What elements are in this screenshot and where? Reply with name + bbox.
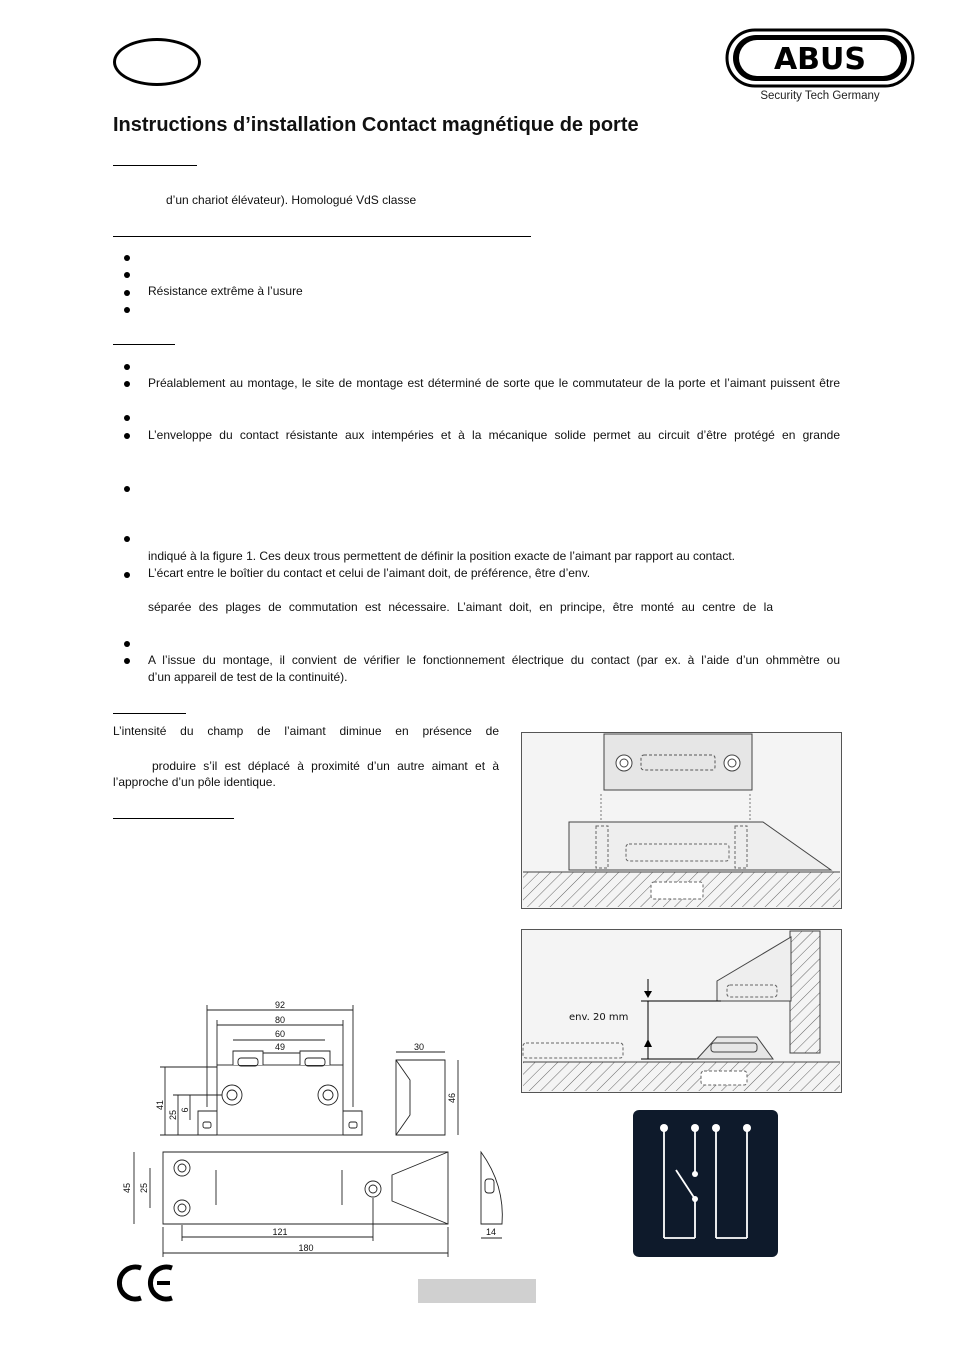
dim-80: 80 bbox=[274, 1015, 286, 1025]
dim-14: 14 bbox=[485, 1227, 497, 1237]
note-text: produire s’il est déplacé à proximité d’un autre aimant et à bbox=[152, 759, 499, 773]
ce-mark bbox=[114, 1262, 176, 1304]
gap-label: env. 20 mm bbox=[569, 1012, 629, 1023]
bullet-dot bbox=[124, 433, 130, 439]
dim-49: 49 bbox=[274, 1042, 286, 1052]
dim-41: 41 bbox=[155, 1099, 165, 1111]
bullet-dot bbox=[124, 536, 130, 542]
wiring-schematic bbox=[633, 1110, 778, 1257]
logo-tagline: Security Tech Germany bbox=[760, 90, 880, 102]
dim-45: 45 bbox=[122, 1182, 132, 1194]
mounting-figure-1 bbox=[521, 732, 842, 909]
montage-item: L’enveloppe du contact résistante aux intempéries et à la mécanique solide permet au circuit d’être protégé en grande bbox=[148, 428, 840, 442]
logo-text: ABUS bbox=[773, 42, 867, 77]
page-title: Instructions d’installation Contact magnétique de porte bbox=[113, 114, 639, 136]
dim-25: 25 bbox=[168, 1109, 178, 1121]
mounting-figure-2 bbox=[521, 929, 842, 1093]
feature-item: Résistance extrême à l’usure bbox=[148, 284, 303, 298]
montage-item: d’un appareil de test de la continuité). bbox=[148, 670, 348, 684]
dim-30: 30 bbox=[413, 1042, 425, 1052]
bullet-dot bbox=[124, 658, 130, 664]
bullet-dot bbox=[124, 381, 130, 387]
montage-item: Préalablement au montage, le site de montage est déterminé de sorte que le commutateur de la porte et l’aimant puissent être bbox=[148, 376, 840, 390]
dim-46: 46 bbox=[447, 1092, 457, 1104]
section-heading-rule bbox=[113, 344, 175, 345]
bullet-dot bbox=[124, 272, 130, 278]
dim-25: 25 bbox=[139, 1182, 149, 1194]
abus-logo bbox=[725, 28, 915, 102]
bullet-dot bbox=[124, 415, 130, 421]
dim-6: 6 bbox=[180, 1107, 190, 1113]
dim-180: 180 bbox=[298, 1243, 314, 1253]
section-heading-rule bbox=[113, 236, 531, 237]
bullet-dot bbox=[124, 255, 130, 261]
bullet-dot bbox=[124, 641, 130, 647]
dim-121: 121 bbox=[272, 1227, 288, 1237]
montage-item: séparée des plages de commutation est nécessaire. L’aimant doit, en principe, être monté au centre de la bbox=[148, 600, 773, 614]
intro-text: d’un chariot élévateur). Homologué VdS classe bbox=[166, 193, 417, 207]
dim-92: 92 bbox=[274, 1000, 286, 1010]
language-badge bbox=[113, 38, 201, 86]
montage-item: indiqué à la figure 1. Ces deux trous permettent de définir la position exacte de l’aimant par rapport au contact. bbox=[148, 549, 736, 563]
dim-60: 60 bbox=[274, 1029, 286, 1039]
section-heading-rule bbox=[113, 713, 186, 714]
bullet-dot bbox=[124, 364, 130, 370]
section-heading-rule bbox=[113, 165, 197, 166]
dimension-drawing bbox=[110, 995, 520, 1257]
bullet-dot bbox=[124, 486, 130, 492]
montage-item: L’écart entre le boîtier du contact et celui de l’aimant doit, de préférence, être d’env. bbox=[148, 566, 591, 580]
footer-box bbox=[418, 1279, 536, 1303]
note-text: l’approche d’un pôle identique. bbox=[113, 775, 276, 789]
montage-item: A l’issue du montage, il convient de vérifier le fonctionnement électrique du contact (par ex. à l’aide d’un ohmmètre ou bbox=[148, 653, 840, 667]
section-heading-rule bbox=[113, 818, 234, 819]
bullet-dot bbox=[124, 307, 130, 313]
bullet-dot bbox=[124, 572, 130, 578]
bullet-dot bbox=[124, 290, 130, 296]
note-text: L’intensité du champ de l’aimant diminue en présence de bbox=[113, 724, 499, 738]
